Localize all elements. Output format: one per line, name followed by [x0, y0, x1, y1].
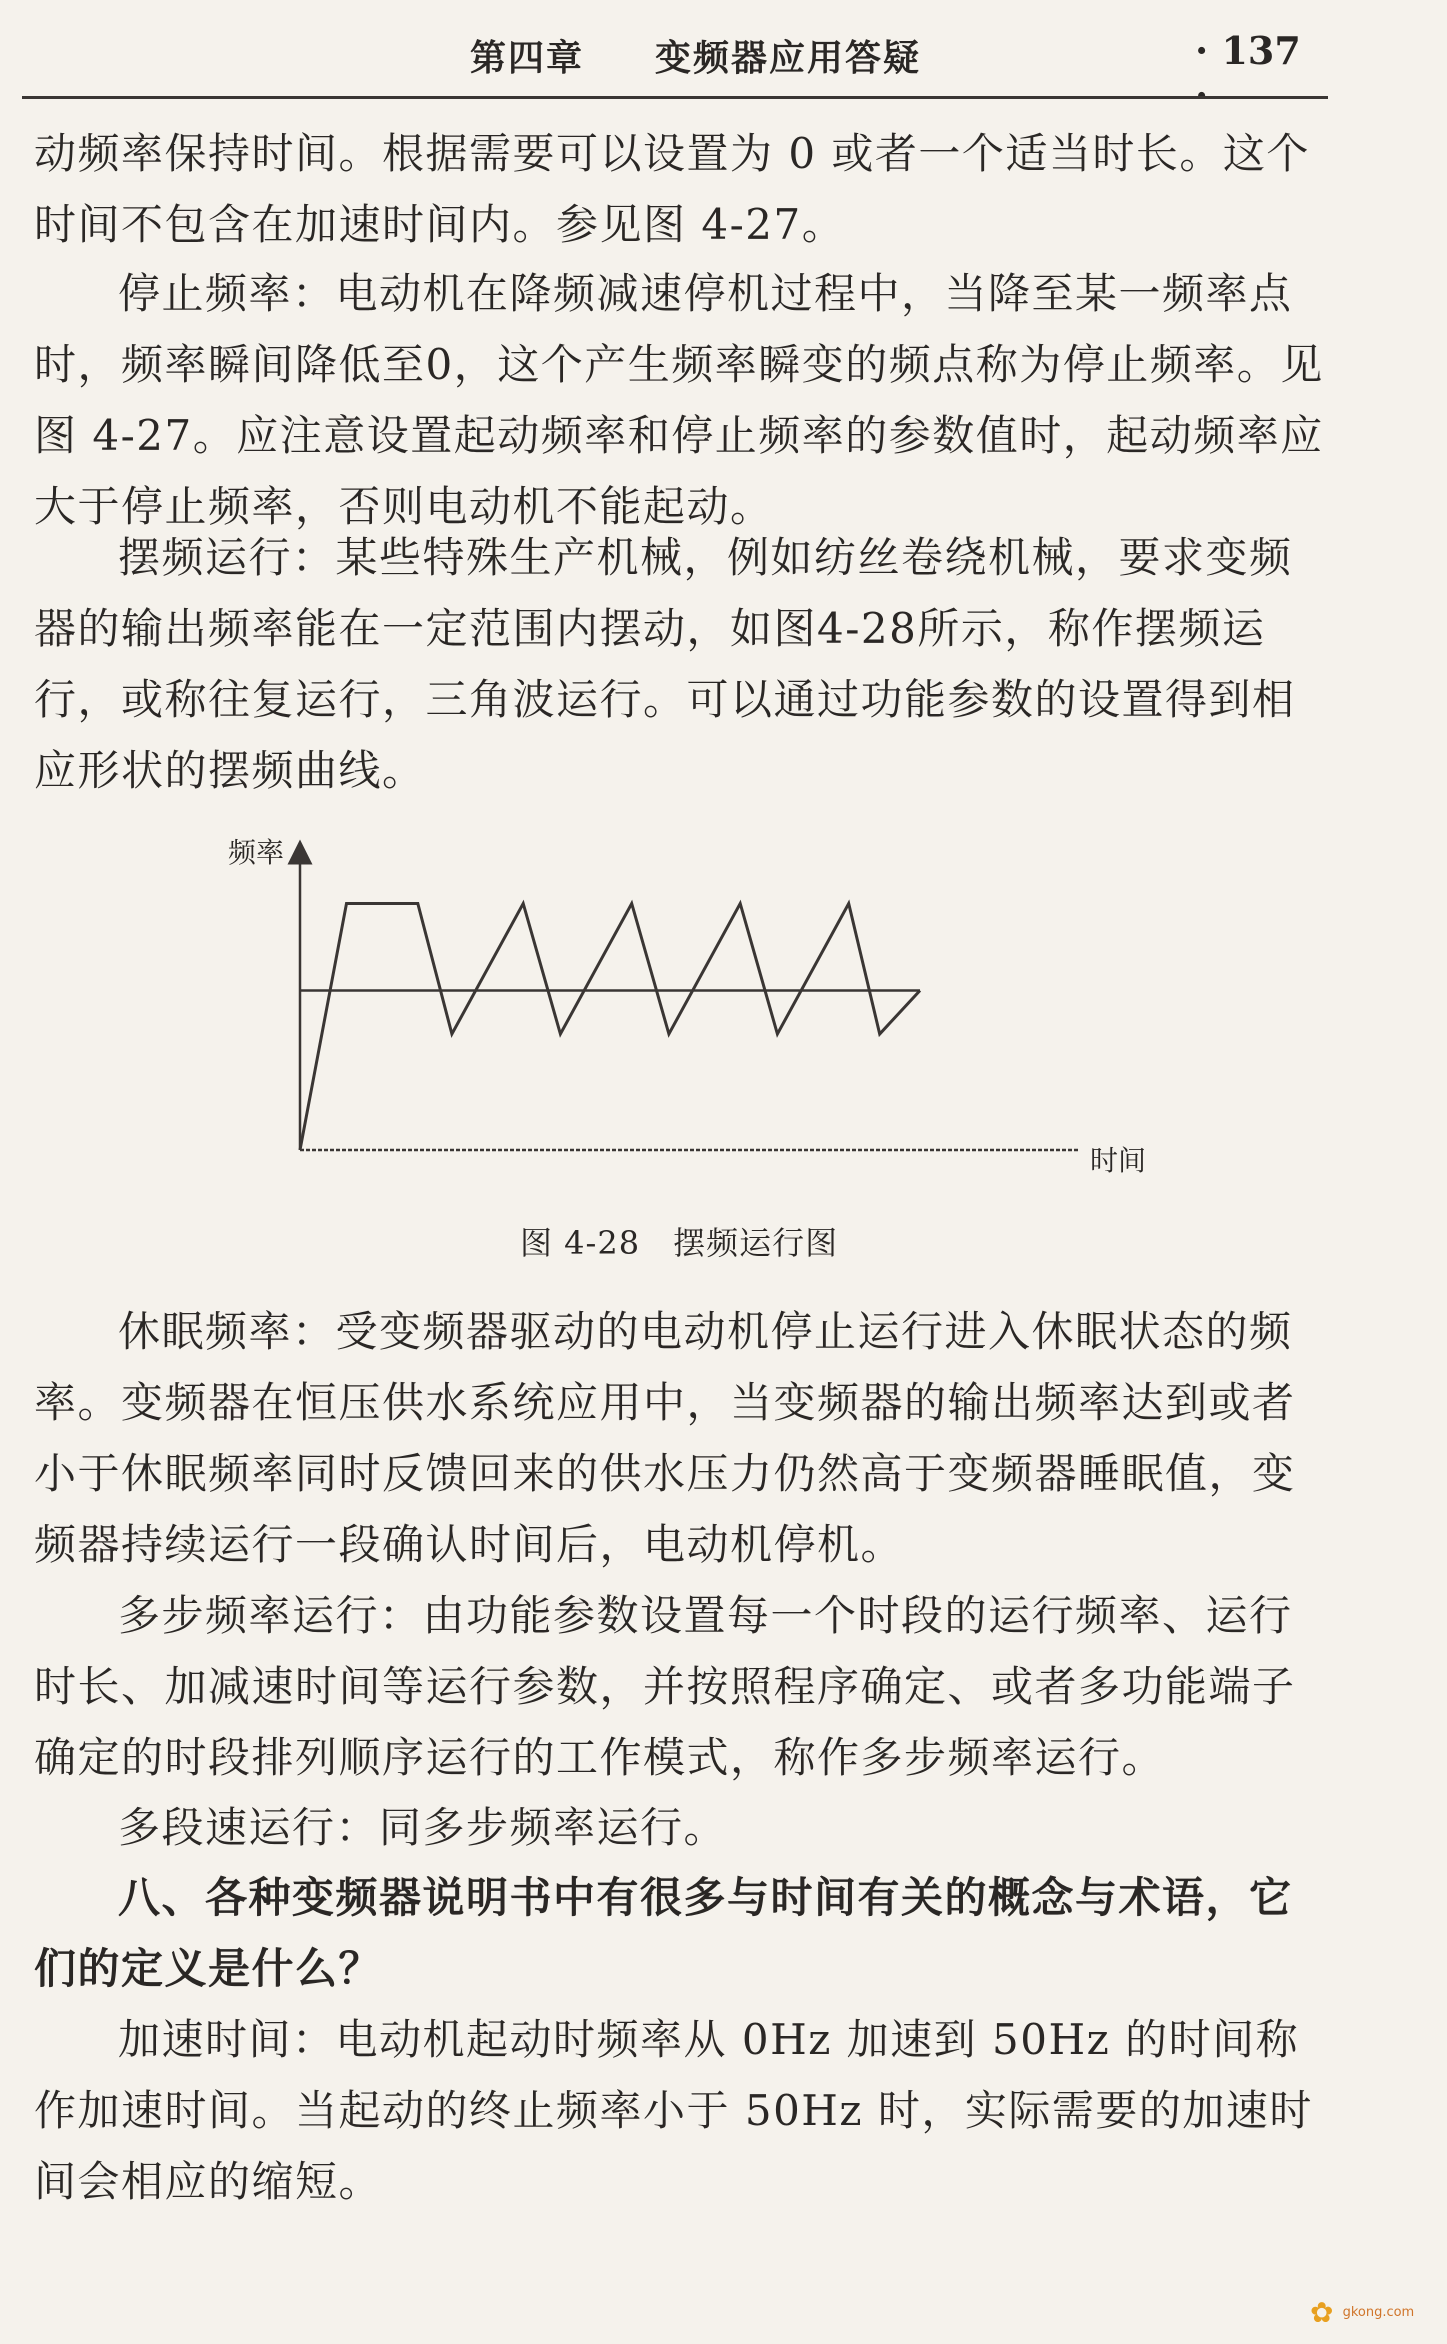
figure-caption: 图 4-28 摆频运行图 [520, 1224, 839, 1262]
paragraph-sleep-frequency: 休眠频率：受变频器驱动的电动机停止运行进入休眠状态的频率。变频器在恒压供水系统应用中，当变频器的输出频率达到或者小于休眠频率同时反馈回来的供水压力仍然高于变频器睡眠值，变频器持续运行一段确认时间后，电动机停机。 [34, 1307, 1296, 1569]
paragraph-multispeed: 多段速运行：同多步频率运行。 [118, 1803, 728, 1852]
watermark-text: gkong.com [1342, 2305, 1415, 2320]
x-axis-label: 时间 [1090, 1144, 1147, 1177]
frequency-series-line [300, 904, 920, 1151]
page-header [30, 20, 1320, 96]
paragraph-wobble-operation: 摆频运行：某些特殊生产机械，例如纺丝卷绕机械，要求变频器的输出频率能在一定范围内摆动，如图4-28所示，称作摆频运行，或称往复运行，三角波运行。可以通过功能参数的设置得到相应形状的摆频曲线。 [34, 533, 1296, 795]
watermark [1310, 2296, 1414, 2329]
header-rule [22, 96, 1328, 99]
paragraph-acceleration-time: 加速时间：电动机起动时频率从 0Hz 加速到 50Hz 的时间称作加速时间。当起动的终止频率小于 50Hz 时，实际需要的加速时间会相应的缩短。 [34, 2015, 1313, 2206]
page-number: · 137 [1195, 28, 1301, 73]
paragraph-multistep-frequency: 多步频率运行：由功能参数设置每一个时段的运行频率、运行时长、加减速时间等运行参数，并按照程序确定、或者多功能端子确定的时段排列顺序运行的工作模式，称作多步频率运行。 [34, 1591, 1296, 1782]
paragraph-stop-frequency: 停止频率：电动机在降频减速停机过程中，当降至某一频率点时，频率瞬间降低至0，这个产生频率瞬变的频点称为停止频率。见图 4-27。应注意设置起动频率和停止频率的参数值时，起动频率应大于停止频率，否则电动机不能起动。 [34, 269, 1324, 531]
chapter-label: 第四章 [470, 37, 585, 79]
gear-icon: ✿ [1310, 2296, 1334, 2329]
chapter-title: 变频器应用答疑 [655, 37, 922, 79]
paragraph-start-frequency-hold: 动频率保持时间。根据需要可以设置为 0 或者一个适当时长。这个时间不包含在加速时间内。参见图 4-27。 [34, 129, 1310, 249]
y-axis-label: 频率 [228, 836, 285, 869]
wobble-frequency-chart [200, 830, 1200, 1210]
section-heading-time-terms: 八、各种变频器说明书中有很多与时间有关的概念与术语，它们的定义是什么？ [34, 1873, 1293, 1993]
